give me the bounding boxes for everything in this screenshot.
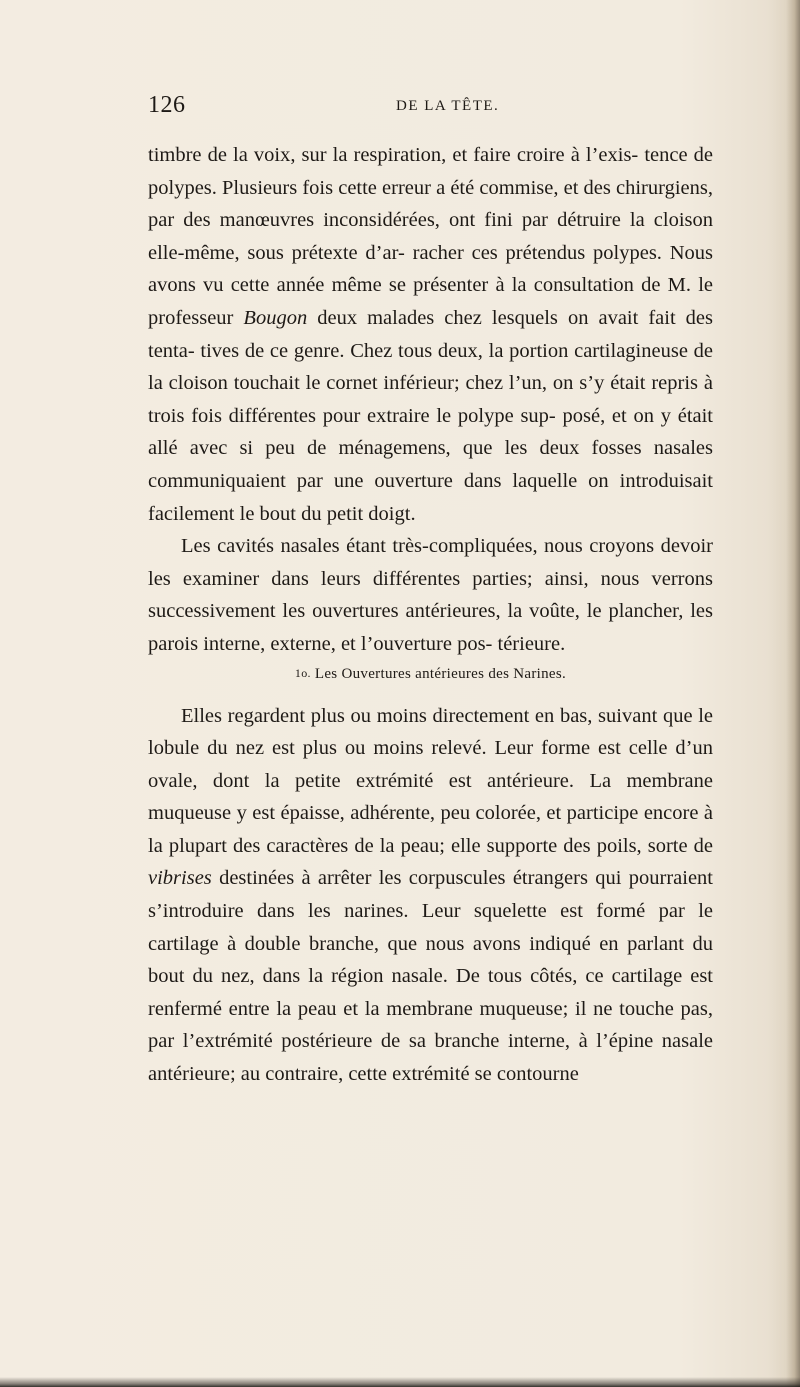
page-header	[148, 92, 713, 126]
page-number: 126	[148, 92, 186, 118]
paragraph-ouvertures	[148, 700, 713, 1091]
paragraph-text: timbre de la voix, sur la respiration, et faire croire à l’exis- tence de polypes. Plusieurs fois cette erreur a été commise, et des chirurgiens, par des manœuvres inconsidérées, ont fini par détruire la cloison elle-même, sous prétexte d’ar- racher ces prétendus polypes. Nous avons vu cette année même se présenter à la consultation de M. le professeur	[148, 144, 713, 329]
page-edge-shadow-right	[786, 0, 800, 1387]
italic-name: Bougon	[243, 306, 308, 329]
running-head: DE LA TÊTE.	[396, 98, 500, 114]
paragraph-continued	[148, 139, 713, 530]
paragraph-text: Elles regardent plus ou moins directement en bas, suivant que le lobule du nez est plus ou moins relevé. Leur forme est celle d’un ovale, dont la petite extrémité est antérieure. La membrane muqueuse y est épaisse, adhérente, peu colorée, et participe encore à la plupart des caractères de la peau; elle supporte des poils, sorte de	[148, 704, 713, 857]
italic-term: vibrises	[148, 867, 212, 890]
paragraph-text: destinées à arrêter les corpuscules étrangers qui pourraient s’introduire dans les narines. Leur squelette est formé par le cartilage à double branche, que nous avons indiqué en parlant du bout du nez, dans la région nasale. De tous côtés, ce cartilage est renfermé entre la peau et la membrane muqueuse; il ne touche pas, par l’extrémité postérieure de sa branche interne, à l’épine nasale antérieure; au contraire, cette extrémité se contourne	[148, 867, 713, 1086]
page-edge-shadow-bottom	[0, 1377, 800, 1387]
section-heading	[148, 661, 713, 700]
body-text	[148, 139, 713, 1091]
section-title: Les Ouvertures antérieures des Narines.	[310, 665, 567, 682]
paragraph-text: deux malades chez lesquels on avait fait des tenta- tives de ce genre. Chez tous deux, la portion cartilagineuse de la cloison touchait le cornet inférieur; chez l’un, on s’y était repris à trois fois différentes pour extraire le polype sup- posé, et on y était allé avec si peu de ménagemens, que les deux fosses nasales communiquaient par une ouverture dans laquelle on introduisait facilement le bout du petit doigt.	[148, 306, 713, 525]
section-number: 1o.	[294, 665, 311, 680]
paragraph-cavites: Les cavités nasales étant très-compliquées, nous croyons devoir les examiner dans leurs différentes parties; ainsi, nous verrons successivement les ouvertures antérieures, la voûte, le plancher, les parois interne, externe, et l’ouverture pos- térieure.	[148, 535, 713, 655]
